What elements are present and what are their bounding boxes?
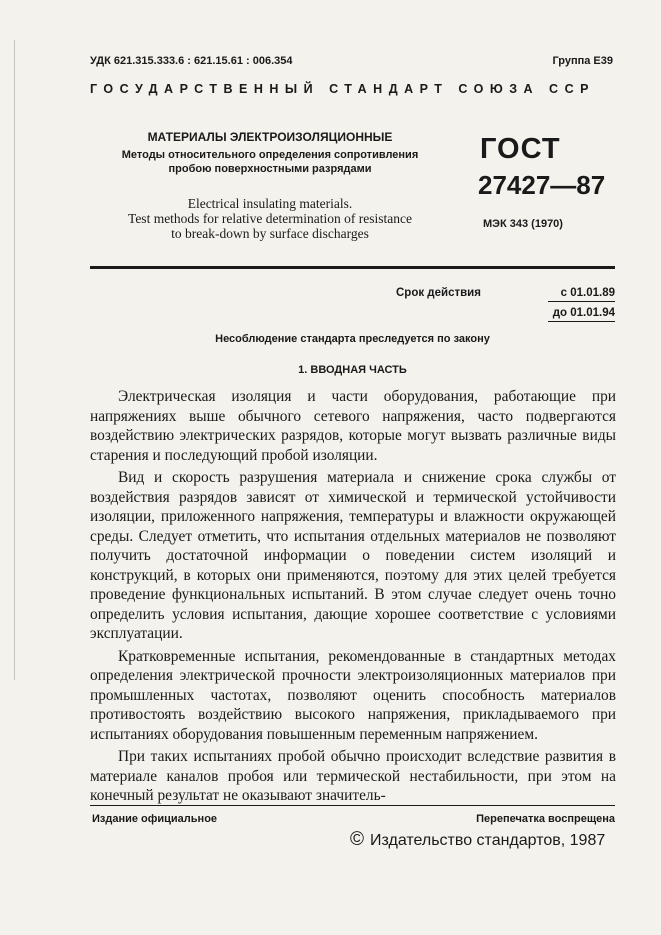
section-title: 1. ВВОДНАЯ ЧАСТЬ [298, 364, 407, 376]
title-main: МАТЕРИАЛЫ ЭЛЕКТРОИЗОЛЯЦИОННЫЕ [147, 130, 393, 144]
title-en-line-2: Test methods for relative determination of resistance [128, 211, 412, 226]
footer-divider [90, 805, 615, 806]
edition-label: Издание официальное [92, 813, 218, 825]
validity-label: Срок действия [396, 287, 481, 299]
gost-number: 27427—87 [478, 170, 606, 200]
publisher-name: Издательство стандартов, 1987 [370, 832, 606, 849]
reprint-notice: Перепечатка воспрещена [476, 813, 615, 825]
title-sub-line-1: Методы относительного определения сопротивления [121, 149, 419, 161]
scan-margin-line [14, 40, 15, 680]
iec-reference: МЭК 343 (1970) [483, 218, 563, 230]
validity-from: с 01.01.89 [548, 287, 615, 302]
title-en-line-3: to break-down by surface discharges [171, 226, 369, 241]
legal-notice: Несоблюдение стандарта преследуется по закону [215, 333, 490, 345]
title-sub-line-2: пробою поверхностными разрядами [168, 163, 372, 175]
group-code: Группа Е39 [552, 55, 613, 67]
title-subtitle [90, 148, 450, 176]
udk-code: УДК 621.315.333.6 : 621.15.61 : 006.354 [90, 55, 293, 67]
paragraph: При таких испытаниях пробой обычно происходит вследствие развития в материале каналов пробоя или термической нестабильности, при этом на конечный результат не оказывают значитель- [90, 748, 616, 804]
publisher-line [350, 829, 605, 851]
header-divider [90, 266, 615, 269]
paragraph: Электрическая изоляция и части оборудования, работающие при напряжениях выше обычного сетевого напряжения, часто подвергаются воздействию электрических разрядов, которые могут вызвать различные виды старения и последующий пробой изоляции. [90, 388, 616, 464]
gost-label: ГОСТ [480, 133, 561, 165]
copyright-icon: © [350, 829, 364, 850]
section-body [90, 387, 616, 809]
paragraph: Вид и скорость разрушения материала и снижение срока службы от воздействия разрядов зависят от химической и термической устойчивости изоляции, приложенного напряжения, температуры и влажности окружающей среды. Следует отметить, что испытания отдельных материалов не позволяют получить достаточной информации о поведении систем изоляций и конструкций, в которых они применяются, поэтому для этих целей требуется проведение функциональных испытаний. В этом случае следует очень точно определить условия испытания, дающие хорошее соответствие с условиями эксплуатации. [90, 469, 616, 642]
title-en-line-1: Electrical insulating materials. [187, 196, 353, 211]
title-english [90, 196, 450, 241]
paragraph: Кратковременные испытания, рекомендованные в стандартных методах определения электрической прочности электроизоляционных материалов при промышленных частотах, позволяют оценить способность материалов противостоять воздействию высокого напряжения, прикладываемого при испытаниях оборудования повышенным переменным напряжением. [90, 647, 616, 743]
title-block [90, 130, 450, 241]
validity-to: до 01.01.94 [548, 307, 615, 322]
state-standard-banner: ГОСУДАРСТВЕННЫЙ СТАНДАРТ СОЮЗА ССР [90, 82, 595, 96]
